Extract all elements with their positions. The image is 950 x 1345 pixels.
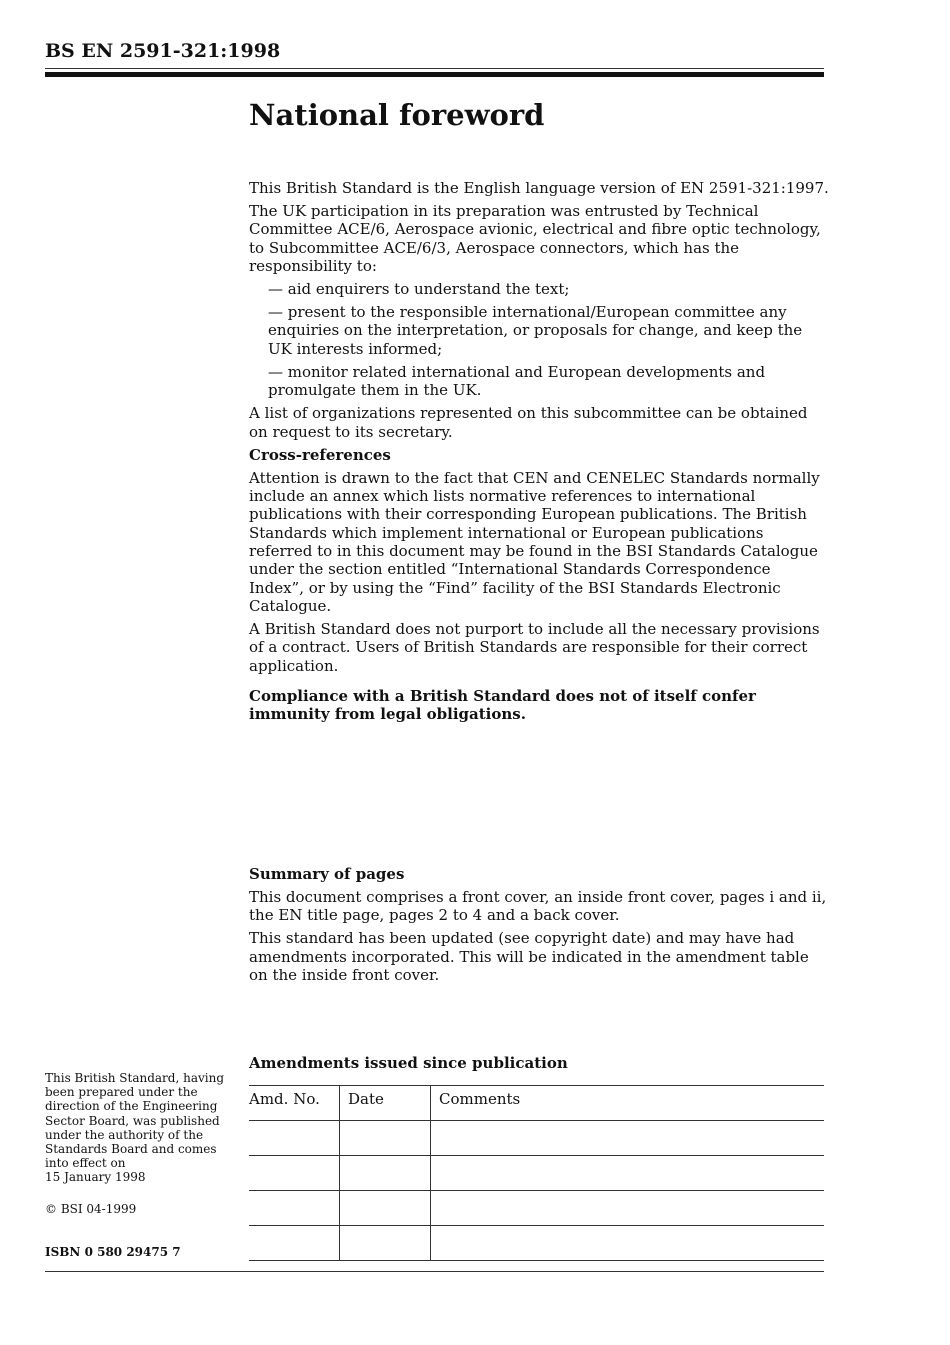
paragraph-organizations: A list of organizations represented on this subcommittee can be obtained on request to its secretary. bbox=[249, 404, 808, 441]
table-cell bbox=[340, 1121, 430, 1125]
document-reference: BS EN 2591-321:1998 bbox=[45, 40, 281, 62]
paragraph-english-version: This British Standard is the English language version of EN 2591-321:1997. bbox=[249, 179, 829, 197]
table-row bbox=[249, 1121, 824, 1156]
sidebar-copyright: © BSI 04-1999 bbox=[45, 1202, 137, 1216]
table-cell bbox=[340, 1156, 430, 1160]
footer-rule bbox=[45, 1271, 824, 1272]
table-cell bbox=[340, 1191, 430, 1195]
table-cell bbox=[249, 1121, 339, 1125]
summary-heading: Summary of pages bbox=[249, 865, 405, 883]
table-row bbox=[249, 1191, 824, 1226]
table-cell bbox=[431, 1156, 824, 1160]
table-cell bbox=[249, 1226, 339, 1230]
column-header-amd-no: Amd. No. bbox=[249, 1090, 320, 1108]
paragraph-provisions: A British Standard does not purport to include all the necessary provisions of a contract. Users of British Standards are responsible for their correct application. bbox=[249, 619, 820, 675]
amendments-title: Amendments issued since publication bbox=[249, 1054, 568, 1072]
column-header-comments: Comments bbox=[439, 1090, 521, 1108]
table-cell bbox=[249, 1156, 339, 1160]
cross-references-heading: Cross-references bbox=[249, 445, 391, 464]
sidebar-isbn: ISBN 0 580 29475 7 bbox=[45, 1245, 181, 1259]
paragraph-cross-references: Attention is drawn to the fact that CEN and CENELEC Standards normally include an annex which lists normative references to international publications with their corresponding European publications. The British Standards which implement international or European publications referred to in this document may be found in the BSI Standards Catalogue under the section entitled “International Standards Correspondence Index”, or by using the “Find” facility of the BSI Standards Electronic Catalogue. bbox=[249, 468, 820, 615]
header-rule-thin bbox=[45, 68, 824, 69]
summary-paragraph: This standard has been updated (see copyright date) and may have had amendments incorporated. This will be indicated in the amendment table on the inside front cover. bbox=[249, 929, 809, 985]
table-header-row bbox=[249, 1086, 824, 1121]
sidebar-prepared-text: This British Standard, having been prepared under the direction of the Engineering Sector Board, was published under the authority of the Standards Board and comes into effect on bbox=[45, 1071, 225, 1171]
summary-paragraph: This document comprises a front cover, an inside front cover, pages i and ii, the EN title page, pages 2 to 4 and a back cover. bbox=[249, 888, 827, 925]
table-cell bbox=[249, 1191, 339, 1195]
column-header-date: Date bbox=[348, 1090, 384, 1108]
list-item: — present to the responsible international/European committee any enquiries on the interpretation, or proposals for change, and keep the UK interests informed; bbox=[268, 303, 803, 358]
table-cell bbox=[431, 1121, 824, 1125]
list-item: — monitor related international and European developments and promulgate them in the UK. bbox=[268, 362, 766, 400]
sidebar-publication-note bbox=[45, 1071, 230, 1185]
page-title: National foreword bbox=[249, 98, 545, 132]
list-item: — aid enquirers to understand the text; bbox=[268, 280, 570, 299]
foreword-body bbox=[249, 179, 829, 728]
table-row bbox=[249, 1226, 824, 1261]
table-cell bbox=[431, 1191, 824, 1195]
compliance-statement: Compliance with a British Standard does not of itself confer immunity from legal obligations. bbox=[249, 686, 756, 724]
table-cell bbox=[431, 1226, 824, 1230]
table-cell bbox=[340, 1226, 430, 1230]
table-row bbox=[249, 1156, 824, 1191]
sidebar-effective-date: 15 January 1998 bbox=[45, 1170, 146, 1185]
paragraph-uk-participation: The UK participation in its preparation was entrusted by Technical Committee ACE/6, Aerospace avionic, electrical and fibre optic technology, to Subcommittee ACE/6/3, Aerospace connectors, which has the responsibility to: bbox=[249, 202, 821, 275]
summary-section bbox=[249, 865, 829, 989]
header-rule-thick bbox=[45, 72, 824, 77]
amendments-table bbox=[249, 1085, 824, 1261]
